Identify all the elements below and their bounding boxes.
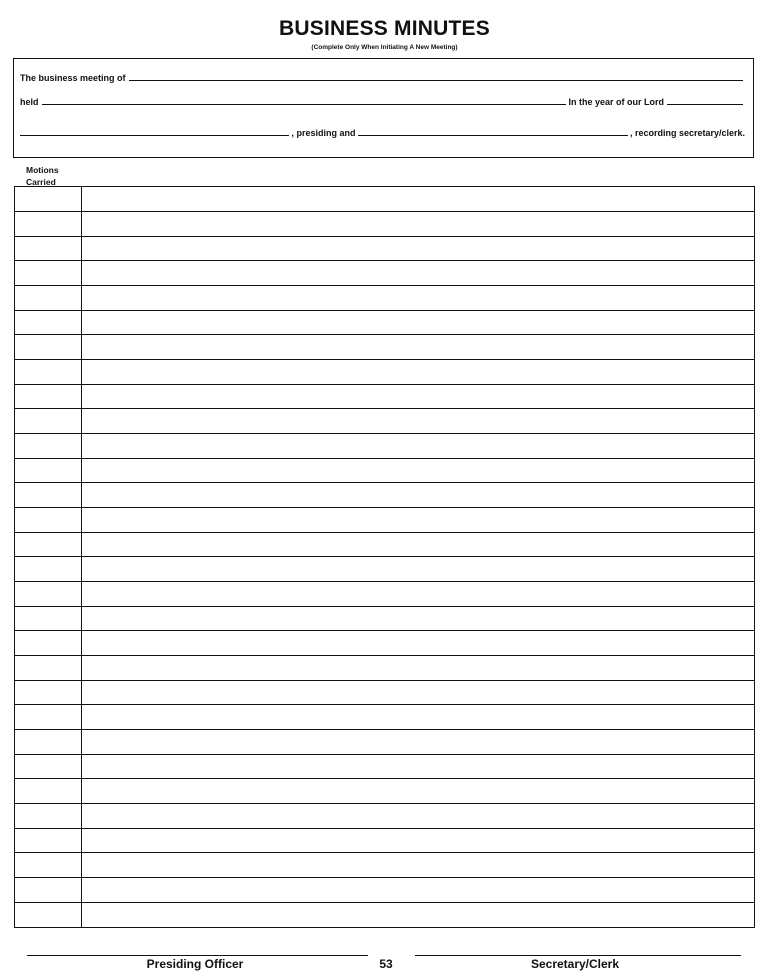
table-row-line bbox=[15, 606, 754, 607]
motions-header-line2: Carried bbox=[26, 177, 56, 187]
held-label: held bbox=[20, 97, 39, 107]
presiding-signature-line[interactable] bbox=[27, 955, 368, 956]
table-row-line bbox=[15, 556, 754, 557]
table-row-line bbox=[15, 852, 754, 853]
table-row-line bbox=[15, 359, 754, 360]
held-field[interactable] bbox=[42, 104, 567, 105]
business-meeting-label: The business meeting of bbox=[20, 73, 126, 83]
table-row-line bbox=[15, 828, 754, 829]
held-row bbox=[20, 97, 745, 107]
motions-carried-header bbox=[26, 164, 59, 188]
table-row-line bbox=[15, 630, 754, 631]
table-row-line bbox=[15, 778, 754, 779]
recording-label: , recording secretary/clerk. bbox=[629, 128, 746, 138]
officers-row bbox=[20, 128, 745, 138]
table-row-line bbox=[15, 581, 754, 582]
table-row-line bbox=[15, 285, 754, 286]
presiding-officer-field[interactable] bbox=[20, 135, 289, 136]
table-row-line bbox=[15, 334, 754, 335]
year-label: In the year of our Lord bbox=[568, 97, 664, 107]
recording-secretary-field[interactable] bbox=[358, 135, 627, 136]
table-row-line bbox=[15, 877, 754, 878]
minutes-table bbox=[14, 186, 755, 928]
business-meeting-field[interactable] bbox=[129, 80, 743, 81]
business-meeting-row bbox=[20, 73, 745, 83]
presiding-label: , presiding and bbox=[291, 128, 356, 138]
table-row-line bbox=[15, 482, 754, 483]
table-row-line bbox=[15, 704, 754, 705]
table-row-line bbox=[15, 902, 754, 903]
table-row-line bbox=[15, 532, 754, 533]
table-row-line bbox=[15, 729, 754, 730]
table-row-line bbox=[15, 310, 754, 311]
table-row-line bbox=[15, 507, 754, 508]
table-row-line bbox=[15, 803, 754, 804]
meeting-info-box bbox=[13, 58, 754, 158]
table-row-line bbox=[15, 211, 754, 212]
table-row-line bbox=[15, 236, 754, 237]
table-row-line bbox=[15, 458, 754, 459]
page-number: 53 bbox=[379, 957, 393, 971]
table-row-line bbox=[15, 433, 754, 434]
table-row-line bbox=[15, 260, 754, 261]
table-row-line bbox=[15, 408, 754, 409]
table-row-line bbox=[15, 655, 754, 656]
year-field[interactable] bbox=[667, 104, 743, 105]
secretary-clerk-label: Secretary/Clerk bbox=[530, 957, 620, 971]
document-title: BUSINESS MINUTES bbox=[279, 17, 490, 40]
motions-header-line1: Motions bbox=[26, 165, 59, 175]
secretary-signature-line[interactable] bbox=[415, 955, 741, 956]
table-row-line bbox=[15, 680, 754, 681]
table-row-line bbox=[15, 384, 754, 385]
document-subtitle: (Complete Only When Initiating A New Meeting) bbox=[311, 44, 458, 51]
table-row-line bbox=[15, 754, 754, 755]
presiding-officer-label: Presiding Officer bbox=[146, 957, 244, 971]
